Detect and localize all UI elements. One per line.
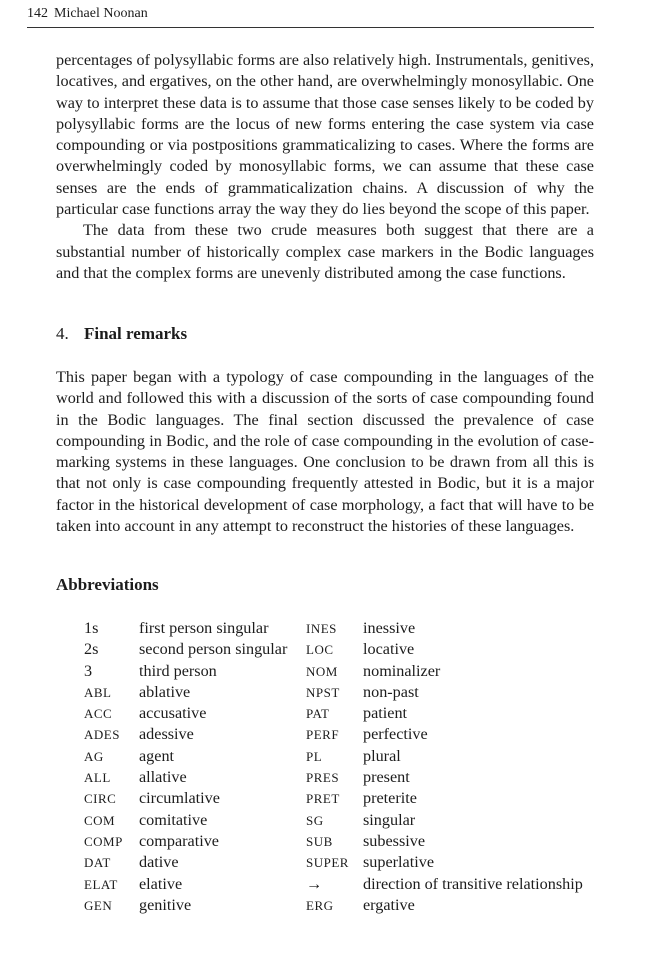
abbreviations-table bbox=[84, 618, 583, 916]
abbreviation-definition: inessive bbox=[363, 619, 416, 637]
abbreviation-code: PAT bbox=[306, 706, 330, 722]
author-name: Michael Noonan bbox=[54, 6, 148, 21]
abbreviation-row bbox=[84, 895, 583, 916]
abbreviation-definition: genitive bbox=[139, 895, 192, 914]
abbreviation-definition: direction of transitive relationship bbox=[363, 874, 583, 893]
abbreviation-row bbox=[84, 788, 583, 809]
abbreviation-code: COM bbox=[84, 812, 116, 828]
abbreviation-row bbox=[84, 852, 583, 873]
section-heading bbox=[56, 324, 187, 344]
abbreviation-row bbox=[84, 724, 583, 745]
abbreviations-heading: Abbreviations bbox=[56, 575, 159, 594]
abbreviation-definition: adessive bbox=[139, 725, 194, 744]
abbreviation-row bbox=[84, 618, 583, 639]
abbreviation-code: GEN bbox=[84, 897, 113, 913]
abbreviation-code: → bbox=[306, 874, 323, 893]
abbreviation-definition: singular bbox=[363, 810, 416, 829]
abbreviation-definition: accusative bbox=[139, 704, 207, 723]
abbreviation-code: AG bbox=[84, 748, 104, 764]
abbreviation-code: 1s bbox=[84, 619, 99, 637]
abbreviation-code: NPST bbox=[306, 684, 340, 700]
abbreviation-code: ADES bbox=[84, 727, 120, 743]
abbreviation-definition: plural bbox=[363, 746, 401, 765]
section-number: 4. bbox=[56, 324, 69, 343]
abbreviation-definition: first person singular bbox=[139, 619, 269, 637]
abbreviation-row bbox=[84, 831, 583, 852]
abbreviation-code: PRES bbox=[306, 770, 340, 786]
abbreviation-code: NOM bbox=[306, 663, 338, 679]
abbreviation-definition: patient bbox=[363, 704, 408, 723]
abbreviation-definition: third person bbox=[139, 661, 217, 680]
abbreviation-code: 2s bbox=[84, 640, 99, 659]
abbreviation-row bbox=[84, 661, 583, 682]
abbreviation-definition: agent bbox=[139, 746, 175, 765]
abbreviation-definition: nominalizer bbox=[363, 661, 441, 680]
abbreviation-code: 3 bbox=[84, 661, 93, 680]
abbreviation-definition: comparative bbox=[139, 831, 219, 850]
abbreviation-row bbox=[84, 767, 583, 788]
section-title: Final remarks bbox=[84, 324, 188, 343]
abbreviation-code: PRET bbox=[306, 791, 340, 807]
abbreviation-definition: ablative bbox=[139, 682, 191, 701]
abbreviation-definition: perfective bbox=[363, 725, 428, 744]
abbreviation-code: ERG bbox=[306, 897, 334, 913]
abbreviation-code: DAT bbox=[84, 855, 111, 871]
abbreviation-code: INES bbox=[306, 621, 337, 636]
abbreviation-code: SUB bbox=[306, 833, 333, 849]
abbreviation-definition: non-past bbox=[363, 682, 419, 701]
abbreviation-code: LOC bbox=[306, 642, 334, 658]
paragraph-1: percentages of polysyllabic forms are also relatively high. Instrumentals, genitives, locatives, and ergatives, on the other hand, are overwhelmingly monosyllabic. One way to interpret these data is to assume that those case senses likely to be coded by polysyllabic forms are the locus of new forms entering the case system via case compounding or via postpositions grammaticalizing to cases. Where the forms are overwhelmingly coded by monosyllabic forms, we can assume that these case senses are the ends of grammaticalization chains. A discussion of why the particular case functions array the way they do lies beyond the scope of this paper. bbox=[56, 51, 594, 219]
abbreviation-definition: superlative bbox=[363, 853, 435, 872]
abbreviation-row bbox=[84, 746, 583, 767]
abbreviation-row bbox=[84, 874, 583, 895]
abbreviation-code: ALL bbox=[84, 770, 111, 786]
abbreviation-definition: elative bbox=[139, 874, 183, 893]
running-head bbox=[27, 5, 594, 28]
abbreviation-definition: locative bbox=[363, 640, 415, 659]
abbreviation-code: ABL bbox=[84, 684, 112, 700]
abbreviation-definition: subessive bbox=[363, 831, 426, 850]
abbreviation-code: COMP bbox=[84, 833, 123, 849]
abbreviation-row bbox=[84, 682, 583, 703]
abbreviation-definition: second person singular bbox=[139, 640, 288, 659]
abbreviation-definition: present bbox=[363, 768, 410, 787]
abbreviation-code: SUPER bbox=[306, 855, 349, 871]
abbreviation-definition: ergative bbox=[363, 895, 415, 914]
abbreviation-definition: preterite bbox=[363, 789, 417, 808]
abbreviation-code: SG bbox=[306, 812, 324, 828]
abbreviation-definition: allative bbox=[139, 768, 187, 787]
final-remarks-body bbox=[56, 367, 594, 537]
abbreviation-row bbox=[84, 703, 583, 724]
abbreviation-code: PERF bbox=[306, 727, 340, 743]
abbreviation-code: ELAT bbox=[84, 876, 118, 892]
abbreviation-row bbox=[84, 810, 583, 831]
page-number: 142 bbox=[27, 6, 48, 21]
abbreviation-row bbox=[84, 639, 583, 660]
paragraph-3: This paper began with a typology of case compounding in the languages of the world and followed this with a discussion of the sorts of case compounding found in the Bodic languages. The final section discussed the prevalence of case compounding in Bodic, and the role of case compounding in the evolution of case-marking systems in these languages. One conclusion to be drawn from all this is that not only is case compounding frequently attested in Bodic, but it is a major factor in the historical development of case morphology, a fact that will have to be taken into account in any attempt to reconstruct the histories of these languages. bbox=[56, 368, 594, 536]
abbreviation-definition: circumlative bbox=[139, 789, 220, 808]
abbreviation-definition: comitative bbox=[139, 810, 208, 829]
abbreviation-definition: dative bbox=[139, 853, 179, 872]
abbreviation-code: CIRC bbox=[84, 791, 117, 807]
body-paragraphs-top bbox=[56, 50, 594, 284]
abbreviation-code: PL bbox=[306, 748, 323, 764]
abbreviation-code: ACC bbox=[84, 706, 113, 722]
paragraph-2: The data from these two crude measures both suggest that there are a substantial number of historically complex case markers in the Bodic languages and that the complex forms are unevenly distributed among the case functions. bbox=[56, 221, 594, 282]
